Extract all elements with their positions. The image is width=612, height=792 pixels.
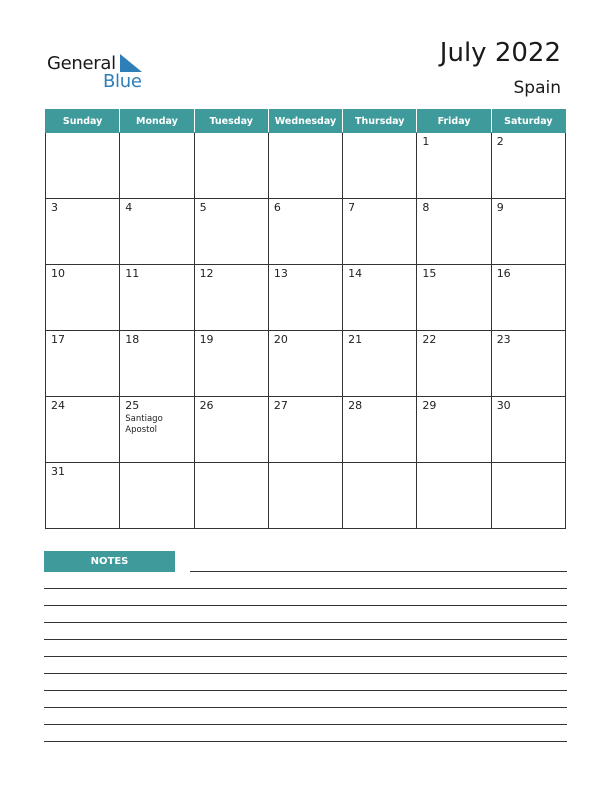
- day-number: 20: [273, 333, 288, 346]
- day-number: 27: [273, 399, 288, 412]
- day-cell: [491, 133, 565, 199]
- day-number: 5: [199, 201, 207, 214]
- day-number: 25: [125, 399, 140, 412]
- day-cell: [194, 331, 268, 397]
- day-number: 26: [199, 399, 214, 412]
- holiday-label: Santiago Apostol: [125, 414, 163, 435]
- day-number: 2: [496, 135, 504, 148]
- day-number: 16: [496, 267, 511, 280]
- day-cell: [343, 199, 417, 265]
- note-line: [44, 724, 567, 725]
- note-line: [44, 639, 567, 640]
- day-cell: [343, 331, 417, 397]
- day-number: 18: [125, 333, 140, 346]
- day-number: 3: [51, 201, 58, 214]
- calendar-body: [46, 133, 566, 529]
- day-number: 13: [273, 267, 288, 280]
- week-row: [46, 463, 566, 529]
- day-cell: [417, 199, 491, 265]
- brand-logo: [47, 52, 147, 92]
- week-row: [46, 199, 566, 265]
- triangle-logo-icon: [120, 54, 142, 72]
- week-row: [46, 133, 566, 199]
- day-cell: [268, 463, 342, 529]
- country-name: Spain: [513, 78, 561, 98]
- day-cell: [120, 265, 194, 331]
- day-number: 29: [422, 399, 437, 412]
- day-cell: [46, 397, 120, 463]
- day-cell: [194, 199, 268, 265]
- weekday-header: Monday: [120, 110, 194, 133]
- day-cell: [491, 397, 565, 463]
- day-number: 24: [51, 399, 65, 412]
- day-number: 1: [422, 135, 430, 148]
- day-cell: [268, 199, 342, 265]
- note-line: [44, 656, 567, 657]
- day-cell: [268, 397, 342, 463]
- day-cell: [46, 133, 120, 199]
- day-number: 21: [348, 333, 363, 346]
- day-number: 31: [51, 465, 65, 478]
- note-line: [190, 571, 567, 572]
- note-line: [44, 622, 567, 623]
- day-number: 7: [348, 201, 356, 214]
- weekday-header: Friday: [417, 110, 491, 133]
- weekday-header: Wednesday: [268, 110, 342, 133]
- day-number: 4: [125, 201, 133, 214]
- day-number: 15: [422, 267, 437, 280]
- day-number: 19: [199, 333, 214, 346]
- note-line: [44, 605, 567, 606]
- day-cell: [120, 199, 194, 265]
- day-cell: [46, 331, 120, 397]
- brand-word-blue: Blue: [103, 71, 142, 92]
- weekday-header: Thursday: [343, 110, 417, 133]
- note-line: [44, 707, 567, 708]
- notes-label: NOTES: [44, 551, 175, 572]
- day-cell: [417, 397, 491, 463]
- day-cell: [491, 463, 565, 529]
- note-line: [44, 673, 567, 674]
- day-number: 10: [51, 267, 65, 280]
- day-cell: [194, 265, 268, 331]
- day-cell: [46, 265, 120, 331]
- day-cell: [268, 133, 342, 199]
- brand-word-general: General: [47, 53, 116, 74]
- day-number: 6: [273, 201, 281, 214]
- note-line: [44, 690, 567, 691]
- day-cell: [194, 397, 268, 463]
- note-line: [44, 588, 567, 589]
- note-line: [44, 741, 567, 742]
- day-cell: [491, 331, 565, 397]
- day-number: 28: [348, 399, 363, 412]
- day-cell: [491, 265, 565, 331]
- day-number: 14: [348, 267, 363, 280]
- week-row: [46, 397, 566, 463]
- weekday-header-row: [46, 110, 566, 133]
- day-number: 23: [496, 333, 511, 346]
- day-cell: [343, 463, 417, 529]
- day-cell: [194, 463, 268, 529]
- day-cell: [120, 133, 194, 199]
- weekday-header: Tuesday: [194, 110, 268, 133]
- day-cell: [120, 397, 194, 463]
- day-cell: [194, 133, 268, 199]
- day-cell: [343, 265, 417, 331]
- day-cell: [46, 199, 120, 265]
- weekday-header: Sunday: [46, 110, 120, 133]
- day-cell: [417, 133, 491, 199]
- day-cell: [491, 199, 565, 265]
- day-cell: [268, 265, 342, 331]
- month-title: July 2022: [439, 38, 561, 68]
- day-cell: [268, 331, 342, 397]
- day-number: 22: [422, 333, 437, 346]
- day-cell: [343, 397, 417, 463]
- day-cell: [417, 265, 491, 331]
- weekday-header: Saturday: [491, 110, 565, 133]
- day-number: 30: [496, 399, 511, 412]
- day-cell: [46, 463, 120, 529]
- day-number: 11: [125, 267, 140, 280]
- week-row: [46, 265, 566, 331]
- day-number: 12: [199, 267, 214, 280]
- day-cell: [120, 463, 194, 529]
- day-cell: [417, 463, 491, 529]
- day-number: 8: [422, 201, 430, 214]
- day-cell: [417, 331, 491, 397]
- day-cell: [343, 133, 417, 199]
- day-cell: [120, 331, 194, 397]
- day-number: 9: [496, 201, 504, 214]
- week-row: [46, 331, 566, 397]
- calendar-grid: [45, 109, 566, 529]
- day-number: 17: [51, 333, 65, 346]
